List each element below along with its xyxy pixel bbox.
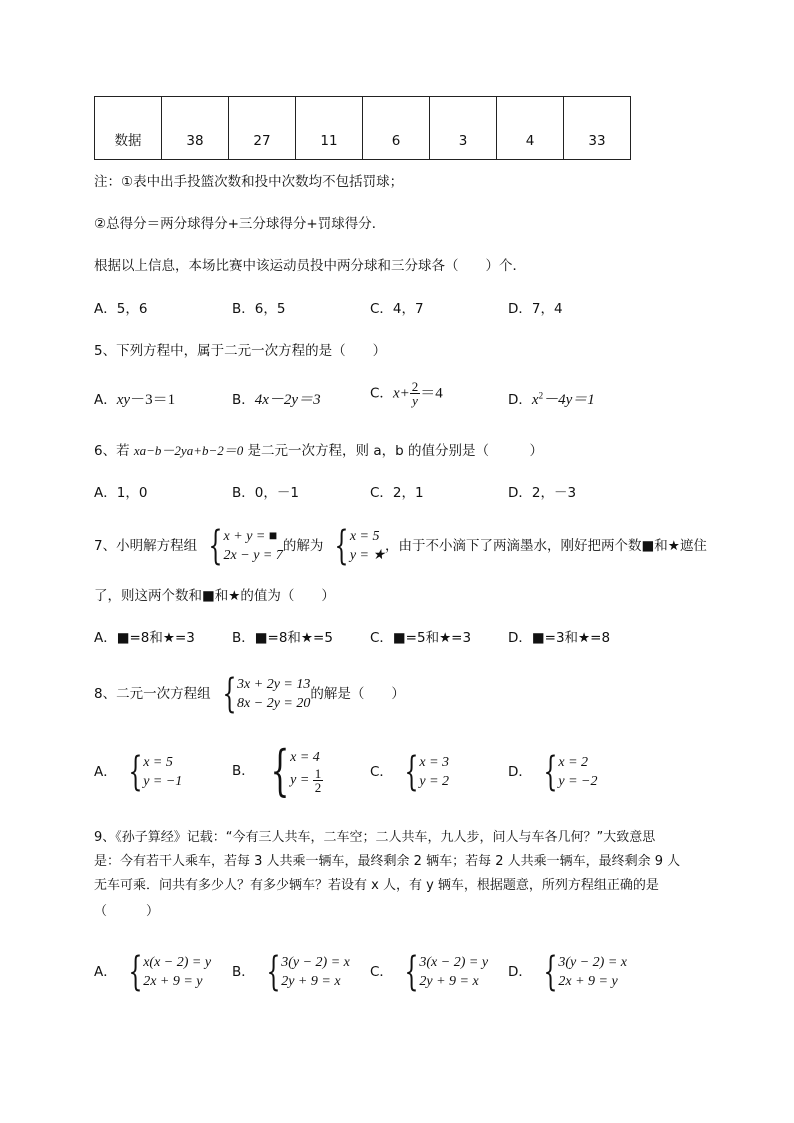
q4-option-d: D．7，4 <box>508 301 563 317</box>
option-label: B． <box>232 392 255 408</box>
q7-post: ，由于不小滴下了两滴墨水，刚好把两个数■和★遮住 <box>385 538 707 554</box>
brace-icon: { <box>334 523 349 569</box>
equation-system <box>117 749 183 795</box>
equation-row: y = ★ <box>349 548 386 563</box>
q7-pre: 7、小明解方程组 <box>94 538 198 554</box>
math-expr: －3＝1 <box>130 392 176 408</box>
q8-post: 的解是（ ） <box>310 686 405 702</box>
system-rows <box>224 526 283 566</box>
q9-option-a <box>94 949 212 995</box>
system-rows <box>558 752 597 792</box>
table-cell: 3 <box>430 97 497 160</box>
equation-row: x = 2 <box>558 755 589 770</box>
option-label: A． <box>94 392 117 408</box>
data-table <box>94 96 631 160</box>
equation-system <box>197 523 283 569</box>
fraction-numerator: 2 <box>411 379 419 394</box>
system-rows <box>419 752 449 792</box>
option-label: C． <box>370 764 393 780</box>
q4-option-c: C．4，7 <box>370 301 424 317</box>
math-expr: －4y＝1 <box>543 392 595 408</box>
q9-option-c <box>370 949 489 995</box>
option-label: D． <box>508 392 532 408</box>
equation-row: 3(x − 2) = y <box>419 955 489 970</box>
system-rows <box>237 674 310 714</box>
equation-row: 8x − 2y = 20 <box>237 696 311 711</box>
q5-stem: 5、下列方程中，属于二元一次方程的是（ ） <box>94 343 387 359</box>
brace-icon: { <box>128 949 143 995</box>
q6-post: 是二元一次方程，则 a，b 的值分别是（ ） <box>243 443 543 459</box>
q9-line-1: 9、《孙子算经》记载：“今有三人共车，二车空；二人共车，九人步，问人与车各几何？”大致意思 <box>94 830 656 845</box>
equation-row: 2y + 9 = x <box>419 974 479 989</box>
brace-icon: { <box>222 671 237 717</box>
table-cell: 38 <box>162 97 229 160</box>
q5-option-a <box>94 388 175 409</box>
brace-icon: { <box>208 523 223 569</box>
q5-option-c <box>370 380 443 407</box>
option-label: C． <box>370 385 393 402</box>
option-label: D． <box>508 964 532 980</box>
q8-pre: 8、二元一次方程组 <box>94 686 211 702</box>
equation-lhs: y = <box>290 772 310 788</box>
equation-row: x = 5 <box>143 755 173 770</box>
equation-row: 2y + 9 = x <box>281 974 341 989</box>
math-expr: xy <box>116 392 131 408</box>
q7-stem <box>94 523 707 569</box>
q6-stem <box>94 439 543 459</box>
q8-option-c <box>370 749 450 795</box>
equation-system <box>393 949 489 995</box>
q5-option-d <box>508 388 595 409</box>
equation-system <box>323 523 386 569</box>
option-label: D． <box>508 764 532 780</box>
system-rows <box>143 752 182 792</box>
system-rows <box>558 952 627 992</box>
exponent: 2 <box>538 390 544 401</box>
system-rows <box>419 952 488 992</box>
option-label: C． <box>370 964 393 980</box>
equation-system <box>117 949 212 995</box>
q6-pre: 6、若 <box>94 443 134 459</box>
equation-row: 2x + 9 = y <box>143 974 203 989</box>
fraction-denominator: y <box>412 393 418 408</box>
q7-option-c: C．■=5和★=3 <box>370 630 472 646</box>
q9-option-b <box>232 949 350 995</box>
equation-row: y = −2 <box>558 774 598 789</box>
note-2: ②总得分＝两分球得分+三分球得分+罚球得分． <box>94 216 386 232</box>
table-cell: 33 <box>564 97 631 160</box>
option-label: B． <box>232 763 255 779</box>
q7-stem-line2: 了，则这两个数和■和★的值为（ ） <box>94 588 335 604</box>
q9-option-d <box>508 949 628 995</box>
q6-option-a: A．1，0 <box>94 485 148 501</box>
equation-row: x = 3 <box>419 755 450 770</box>
math-expr: x <box>531 392 539 408</box>
q4-question: 根据以上信息，本场比赛中该运动员投中两分球和三分球各（ ）个． <box>94 258 526 274</box>
equation-row <box>290 767 323 794</box>
brace-icon: { <box>543 949 558 995</box>
equation-system <box>532 749 598 795</box>
equation-row: 2x − y = 7 <box>223 548 283 563</box>
brace-icon: { <box>404 949 419 995</box>
q8-option-a <box>94 749 183 795</box>
table-cell: 11 <box>296 97 363 160</box>
q7-option-b: B．■=8和★=5 <box>232 630 333 646</box>
brace-icon: { <box>404 749 419 795</box>
table-row-label: 数据 <box>95 97 162 160</box>
q6-option-b: B．0，－1 <box>232 485 299 501</box>
q4-option-a: A．5，6 <box>94 301 148 317</box>
equation-row: 3(y − 2) = x <box>281 955 350 970</box>
table-cell: 4 <box>497 97 564 160</box>
q7-option-d: D．■=3和★=8 <box>508 630 611 646</box>
equation-system <box>211 671 311 717</box>
fraction <box>410 380 421 407</box>
equation-row: 3x + 2y = 13 <box>237 677 311 692</box>
q9-line-2: 是：今有若干人乘车，若每 3 人共乘一辆车，最终剩余 2 辆车；若每 2 人共乘一辆车，最终剩余 9 人 <box>94 854 681 869</box>
equation-system <box>532 949 628 995</box>
brace-icon: { <box>543 749 558 795</box>
table-cell: 27 <box>229 97 296 160</box>
q7-mid: 的解为 <box>282 538 324 554</box>
option-label: A． <box>94 964 117 980</box>
system-rows <box>281 952 350 992</box>
q6-option-c: C．2，1 <box>370 485 424 501</box>
equation-row: 2x + 9 = y <box>558 974 618 989</box>
q9-line-4: （ ） <box>94 904 160 919</box>
equation-system <box>255 949 350 995</box>
brace-icon: { <box>270 739 290 802</box>
system-rows <box>143 952 211 992</box>
math-expr: 4x－2y＝3 <box>254 392 321 408</box>
system-rows <box>350 526 385 566</box>
equation-row: x = 4 <box>290 750 320 765</box>
equation-system <box>255 739 324 802</box>
table-cell: 6 <box>363 97 430 160</box>
equation-row: x + y = ■ <box>223 529 278 544</box>
brace-icon: { <box>128 749 143 795</box>
equation-row: 3(y − 2) = x <box>558 955 628 970</box>
option-label: B． <box>232 964 255 980</box>
brace-icon: { <box>266 949 281 995</box>
q4-option-b: B．6，5 <box>232 301 286 317</box>
option-label: A． <box>94 764 117 780</box>
q9-line-3: 无车可乘．问共有多少人？有多少辆车？若设有 x 人，有 y 辆车，根据题意，所列方程组正确的是 <box>94 878 659 893</box>
math-expr: xa−b－2ya+b−2＝0 <box>133 443 244 458</box>
equation-system <box>393 749 450 795</box>
math-expr: ＝4 <box>420 385 443 402</box>
q7-option-a: A．■=8和★=3 <box>94 630 195 646</box>
fraction-numerator: 1 <box>314 766 322 781</box>
equation-row: y = 2 <box>419 774 450 789</box>
fraction-denominator: 2 <box>314 780 322 795</box>
q8-option-d <box>508 749 598 795</box>
q5-option-b <box>232 388 321 409</box>
table-row <box>95 97 631 160</box>
equation-row: y = −1 <box>143 774 183 789</box>
system-rows <box>290 744 323 798</box>
fraction <box>313 767 324 794</box>
equation-row: x(x − 2) = y <box>143 955 212 970</box>
q8-stem <box>94 671 405 717</box>
math-expr: x+ <box>392 385 410 402</box>
equation-row: x = 5 <box>349 529 380 544</box>
q6-option-d: D．2，－3 <box>508 485 577 501</box>
q8-option-b <box>232 739 323 802</box>
note-1: 注：①表中出手投篮次数和投中次数均不包括罚球； <box>94 174 404 190</box>
